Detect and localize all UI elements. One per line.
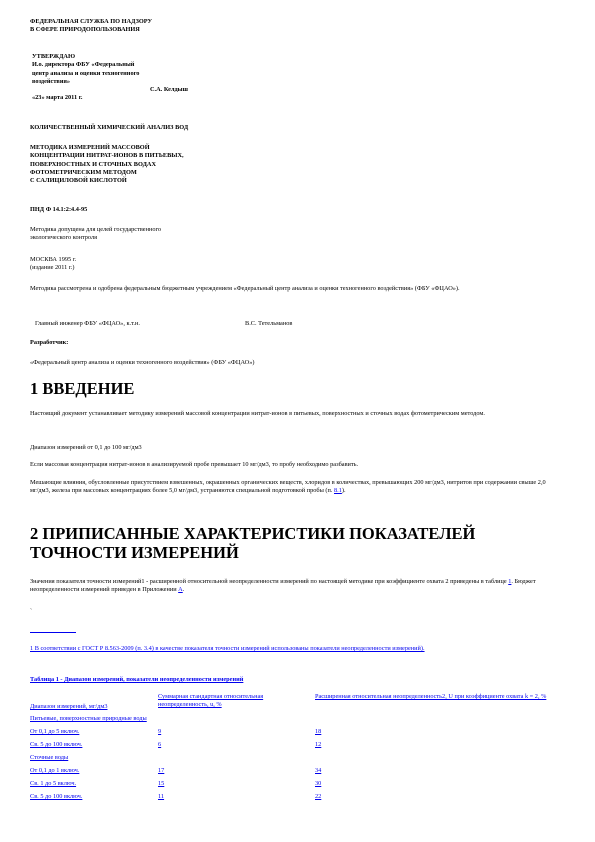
cell-u[interactable]: 17 (158, 767, 165, 774)
approval-name: С.А. Келдыш (150, 86, 188, 94)
table-header-row (30, 693, 560, 715)
table-row (30, 741, 560, 754)
text: ). (341, 487, 346, 495)
text: . (182, 586, 185, 594)
approval-line: центр анализа и оценки техногенного (32, 69, 140, 77)
footnote-link[interactable]: 1 В соответствии с ГОСТ Р 8.563-2009 (п. 3.4) в качестве показателя точности измерений использованы показатели неопределенности измерений). (30, 645, 425, 652)
method-line: МЕТОДИКА ИЗМЕРЕНИЙ МАССОВОЙ (30, 144, 150, 151)
cell-U[interactable]: 34 (315, 767, 322, 774)
approval-line: воздействия» (32, 77, 71, 85)
table-caption[interactable]: Таблица 1 - Диапазон измерений, показатели неопределенности измерений (30, 676, 244, 683)
allowed-note (30, 226, 161, 243)
developer-org: «Федеральный центр анализа и оценки техногенного воздействия» (ФБУ «ФЦАО») (30, 359, 255, 366)
review-paragraph: Методика рассмотрена и одобрена федеральным бюджетным учреждением «Федеральный центр анализа и оценки техногенного воздействия» (ФБУ «ФЦАО»). (30, 285, 460, 292)
chief-name: В.С. Тетельманов (245, 320, 293, 327)
cell-u[interactable]: 9 (158, 728, 162, 735)
method-title (30, 144, 184, 185)
edition: (издание 2011 г.) (30, 264, 75, 272)
pnd-code: ПНД Ф 14.1:2:4.4-95 (30, 206, 88, 213)
allowed-line: Методика допущена для целей государственного (30, 226, 162, 233)
section1-paragraph: Если массовая концентрация нитрат-ионов в анализируемой пробе превышает 10 мг/дм3, то пробу необходимо разбавить. (30, 461, 359, 468)
table-group-row (30, 715, 560, 728)
table-row (30, 780, 560, 793)
cell-U[interactable]: 18 (315, 728, 322, 735)
agency-line: ФЕДЕРАЛЬНАЯ СЛУЖБА ПО НАДЗОРУ (30, 18, 153, 25)
city: МОСКВА 1995 г. (30, 256, 77, 263)
uncertainty-table (30, 693, 560, 806)
document-title: КОЛИЧЕСТВЕННЫЙ ХИМИЧЕСКИЙ АНАЛИЗ ВОД (30, 124, 189, 131)
table-link[interactable]: 1 (508, 578, 512, 585)
agency-line: В СФЕРЕ ПРИРОДОПОЛЬЗОВАНИЯ (30, 26, 140, 34)
footnote-separator (30, 632, 76, 633)
chief-engineer (35, 320, 435, 328)
cell-u[interactable]: 15 (158, 780, 165, 787)
section2-paragraph (30, 578, 550, 595)
cell-range[interactable]: От 0,1 до 5 включ. (30, 728, 80, 735)
developer-label: Разработчик: (30, 339, 69, 346)
approval-line: И.о. директора ФБУ «Федеральный (32, 61, 135, 69)
cell-range[interactable]: От 0,1 до 1 включ. (30, 767, 80, 774)
section1-heading: 1 ВВЕДЕНИЕ (30, 379, 135, 398)
method-line: ФОТОМЕТРИЧЕСКИМ МЕТОДОМ (30, 168, 137, 176)
method-line: С САЛИЦИЛОВОЙ КИСЛОТОЙ (30, 177, 127, 185)
approval-label: УТВЕРЖДАЮ (32, 53, 76, 60)
cell-range[interactable]: Св. 5 до 100 включ. (30, 741, 83, 748)
approval-date: «23» марта 2011 г. (32, 94, 83, 102)
allowed-line: экологического контроля (30, 234, 98, 242)
group-label[interactable]: Сточные воды (30, 754, 69, 761)
city-year (30, 256, 76, 273)
agency-header (30, 18, 152, 35)
clause-link[interactable]: 8.1 (334, 487, 342, 495)
text: Мешающие влияния, обусловленные присутствием взвешенных, окрашенных органических веществ, хлоридов в количествах, превышающих 200 мг/дм3, нитритов при содержании свыше 2,0 мг/дм3, железа при массовых концентрациях более 5,0 мг/дм3, устраняются специальной подготовкой пробы (п. (30, 479, 546, 495)
text: Значения показателя точности измерений1 - расширенной относительной неопределенности измерений по настоящей методике при коэффициенте охвата 2 приведены в таблице (30, 578, 509, 585)
section1-paragraph: Настоящий документ устанавливает методику измерений массовой концентрации нитрат-ионов в питьевых, поверхностных и сточных водах фотометрическим методом. (30, 410, 485, 417)
table-row (30, 767, 560, 780)
section1-paragraph: Диапазон измерений от 0,1 до 100 мг/дм3 (30, 444, 142, 451)
appendix-link[interactable]: А (178, 586, 183, 594)
method-line: ПОВЕРХНОСТНЫХ И СТОЧНЫХ ВОДАХ (30, 160, 156, 168)
cell-u[interactable]: 6 (158, 741, 162, 748)
cell-u[interactable]: 11 (158, 793, 165, 800)
cell-range[interactable]: Св. 1 до 5 включ. (30, 780, 77, 787)
cell-range[interactable]: Св. 5 до 100 включ. (30, 793, 83, 800)
table-group-row (30, 754, 560, 767)
section2-heading: 2 ПРИПИСАННЫЕ ХАРАКТЕРИСТИКИ ПОКАЗАТЕЛЕЙ ТОЧНОСТИ ИЗМЕРЕНИЙ (30, 524, 476, 562)
group-label[interactable]: Питьевые, поверхностные природные воды (30, 715, 147, 722)
cell-U[interactable]: 22 (315, 793, 322, 800)
method-line: КОНЦЕНТРАЦИИ НИТРАТ-ИОНОВ В ПИТЬЕВЫХ, (30, 152, 184, 160)
stray-mark: ` (30, 608, 33, 615)
text: . Бюджет неопределенности измерений приведен в Приложении (30, 578, 536, 594)
cell-U[interactable]: 30 (315, 780, 322, 787)
header-U[interactable]: Расширенная относительная неопределенность2, U при коэффициенте охвата k = 2, % (315, 693, 547, 700)
header-u[interactable]: Суммарная стандартная относительная неопределенность, u, % (158, 693, 264, 709)
header-range[interactable]: Диапазон измерений, мг/дм3 (30, 703, 108, 710)
approval-block (32, 53, 188, 103)
section1-paragraph (30, 479, 550, 496)
table-row (30, 728, 560, 741)
chief-title: Главный инженер ФБУ «ФЦАО», к.т.н. (35, 320, 140, 327)
table-row (30, 793, 560, 806)
cell-U[interactable]: 12 (315, 741, 322, 748)
